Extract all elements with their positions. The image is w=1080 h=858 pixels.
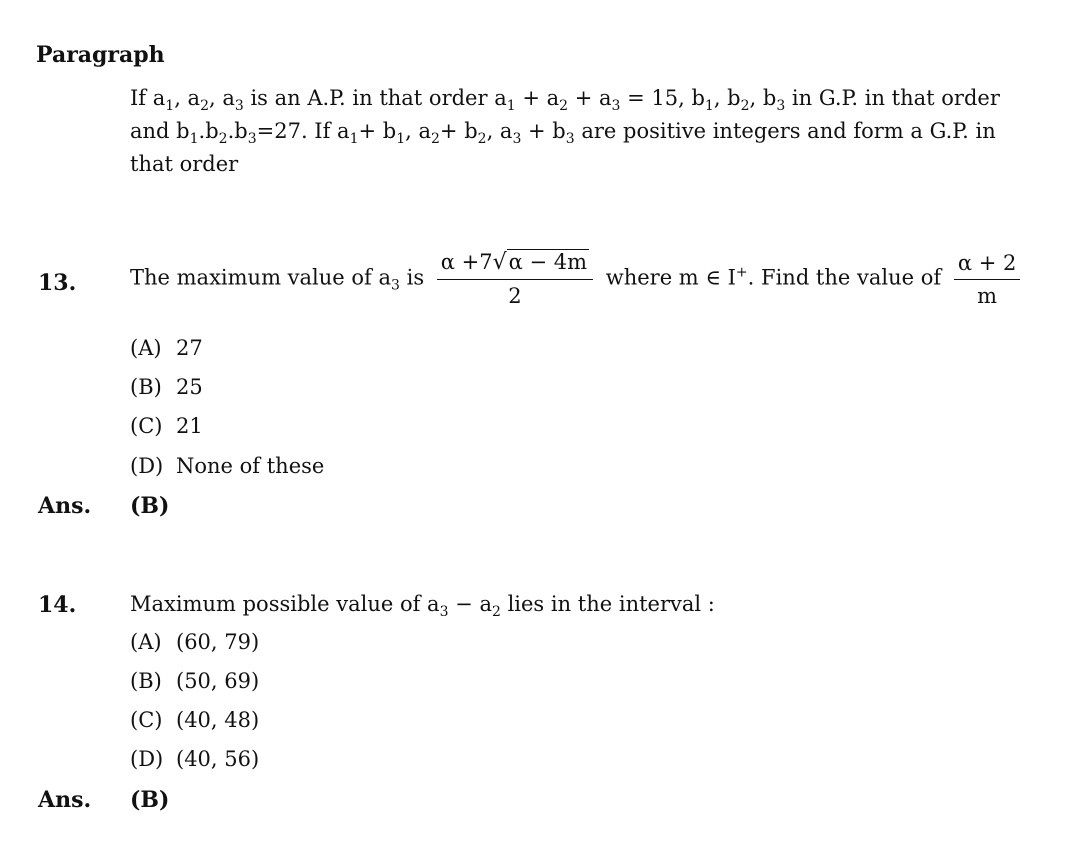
q14-answer-label: Ans. — [38, 787, 92, 813]
q14-answer-value: (B) — [130, 787, 170, 813]
q14-option-d: (D) (40, 56) — [130, 747, 260, 771]
question-14-text: Maximum possible value of $a_3 - a_2$ lies in the interval : — [130, 592, 715, 620]
question-14-number: 14. — [38, 592, 77, 618]
sqrt-symbol: √ — [492, 250, 507, 275]
q13-option-a: (A) 27 — [130, 336, 203, 360]
question-13-text: The maximum value of $a_3$ is $\frac{\alpha +7√\alpha - 4m}{2}$ where m ∈ I+. Find the value of $\frac{\alpha + 2}{m}$ — [130, 250, 1026, 308]
q14-option-a: (A) (60, 79) — [130, 630, 260, 654]
fraction-alpha-plus-2: $\frac{\alpha + 2}{m}$ — [954, 251, 1021, 308]
q13-option-c: (C) 21 — [130, 414, 203, 438]
q14-option-b: (B) (50, 69) — [130, 669, 260, 693]
paragraph-line-1: If $a_1$, $a_2$, $a_3$ is an A.P. in that order $a_1 + a_2 + a_3 = 15$, $b_1$, $b_2$, $b_3$ in G.P. in that order — [130, 86, 1000, 114]
q13-answer-label: Ans. — [38, 493, 92, 519]
q13-option-b: (B) 25 — [130, 375, 203, 399]
paragraph-line-3: that order — [130, 152, 239, 176]
paragraph-text — [130, 82, 1065, 181]
paragraph-line-2: and $b_1.b_2.b_3=27$. If $a_1+ b_1$, $a_2+ b_2$, $a_3 + b_3$ are positive integers and form a G.P. in — [130, 119, 996, 147]
paragraph-heading: Paragraph — [36, 42, 165, 68]
q14-option-c: (C) (40, 48) — [130, 708, 260, 732]
question-13-number: 13. — [38, 270, 77, 296]
fraction-alpha-sqrt: $\frac{\alpha +7√\alpha - 4m}{2}$ — [437, 250, 593, 308]
q13-option-d: (D) None of these — [130, 454, 325, 478]
q13-answer-value: (B) — [130, 493, 170, 519]
